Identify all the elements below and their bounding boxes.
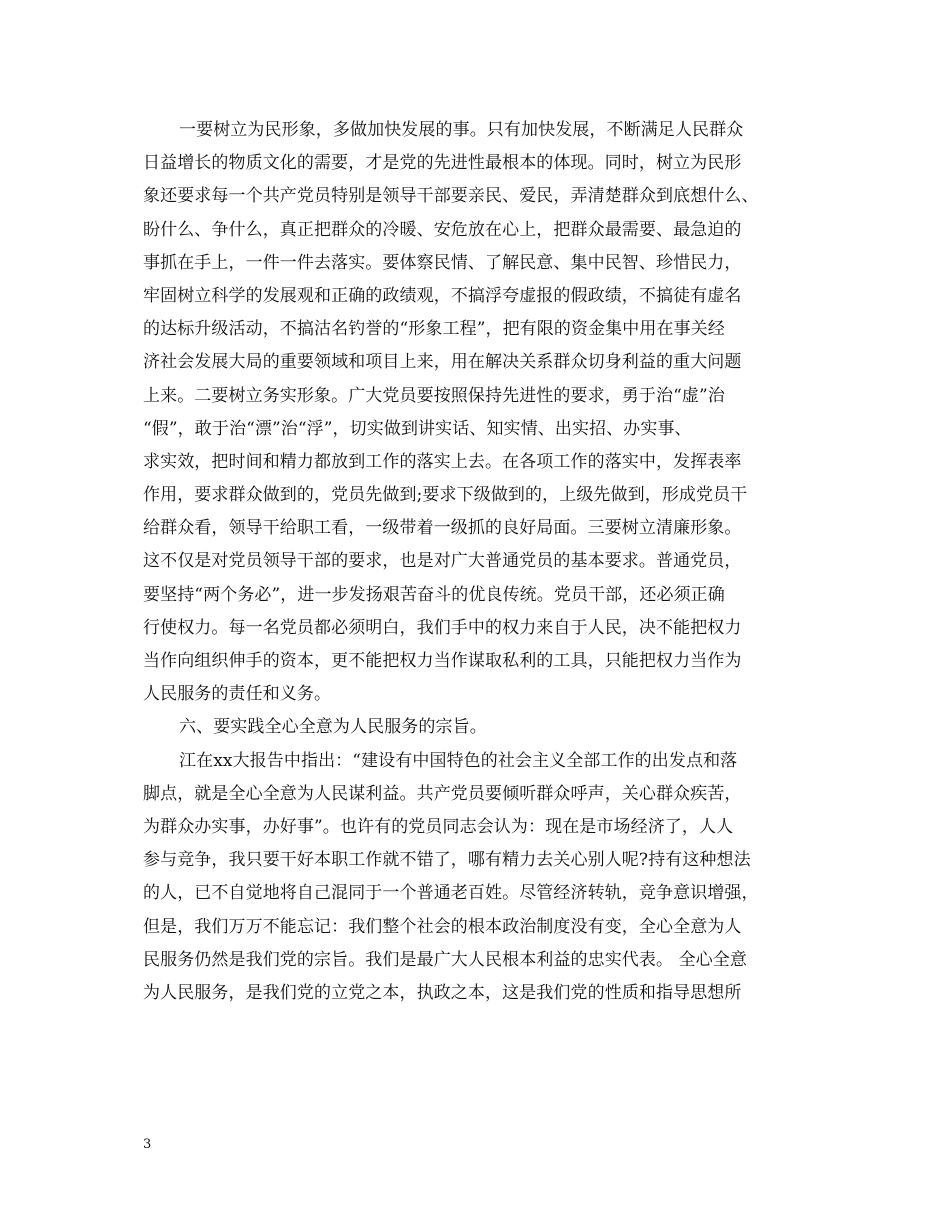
text-line: 民服务仍然是我们党的宗旨。我们是最广大人民根本利益的忠实代表。 全心全意: [143, 949, 748, 970]
section-heading: 六、要实践全心全意为人民服务的宗旨。: [179, 717, 487, 738]
text-line: 作用，要求群众做到的，党员先做到;要求下级做到的，上级先做到，形成党员干: [143, 485, 748, 506]
text-line: 人民服务的责任和义务。: [143, 684, 332, 705]
text-line: 当作向组织伸手的资本，更不能把权力当作谋取私利的工具，只能把权力当作为: [143, 651, 742, 671]
text-line: 参与竞争，我只要干好本职工作就不错了，哪有精力去关心别人呢?持有这种想法: [143, 850, 751, 871]
text-line: 江在xx大报告中指出：“建设有中国特色的社会主义全部工作的出发点和落: [179, 750, 738, 771]
text-line: 济社会发展大局的重要领域和项目上来，用在解决关系群众切身利益的重大问题: [143, 352, 742, 373]
text-line: 盼什么、争什么，真正把群众的冷暖、安危放在心上，把群众最需要、最急迫的: [143, 219, 742, 240]
text-line: 要坚持“两个务必”，进一步发扬艰苦奋斗的优良传统。党员干部，还必须正确: [143, 584, 725, 605]
text-line: 为群众办实事，办好事”。也许有的党员同志会认为：现在是市场经济了，人人: [143, 816, 734, 837]
text-line: 给群众看，领导干给职工看，一级带着一级抓的良好局面。三要树立清廉形象。: [143, 518, 742, 539]
text-line: 为人民服务，是我们党的立党之本，执政之本，这是我们党的性质和指导思想所: [143, 982, 742, 1003]
text-line: 这不仅是对党员领导干部的要求，也是对广大普通党员的基本要求。普通党员，: [143, 551, 742, 572]
text-line: 的达标升级活动，不搞沽名钓誉的“形象工程”，把有限的资金集中用在事关经: [143, 319, 725, 340]
body-text: [143, 114, 823, 1010]
page-number: 3: [143, 1137, 152, 1152]
text-line: 日益增长的物质文化的需要，才是党的先进性最根本的体现。同时，树立为民形: [143, 153, 742, 174]
text-line: 的人，已不自觉地将自己混同于一个普通老百姓。尽管经济转轨，竞争意识增强，: [143, 883, 759, 904]
text-line: 但是，我们万万不能忘记：我们整个社会的根本政治制度没有变，全心全意为人: [143, 916, 742, 937]
text-line: 求实效，把时间和精力都放到工作的落实上去。在各项工作的落实中，发挥表率: [143, 451, 742, 472]
text-line: 象还要求每一个共产党员特别是领导干部要亲民、爱民，弄清楚群众到底想什么、: [143, 186, 759, 207]
text-line: 事抓在手上，一件一件去落实。要体察民情、了解民意、集中民智、珍惜民力，: [143, 252, 742, 273]
text-line: 一要树立为民形象，多做加快发展的事。只有加快发展，不断满足人民群众: [179, 120, 744, 140]
text-line: 牢固树立科学的发展观和正确的政绩观，不搞浮夸虚报的假政绩，不搞徒有虚名: [143, 285, 742, 306]
text-line: 上来。二要树立务实形象。广大党员要按照保持先进性的要求，勇于治“虚”治: [143, 385, 725, 406]
text-line: 脚点，就是全心全意为人民谋利益。共产党员要倾听群众呼声，关心群众疾苦，: [143, 783, 742, 804]
text-line: “假”，敢于治“漂”治“浮”，切实做到讲实话、知实情、出实招、办实事、: [143, 418, 692, 439]
text-line: 行使权力。每一名党员都必须明白，我们手中的权力来自于人民，决不能把权力: [143, 617, 742, 638]
